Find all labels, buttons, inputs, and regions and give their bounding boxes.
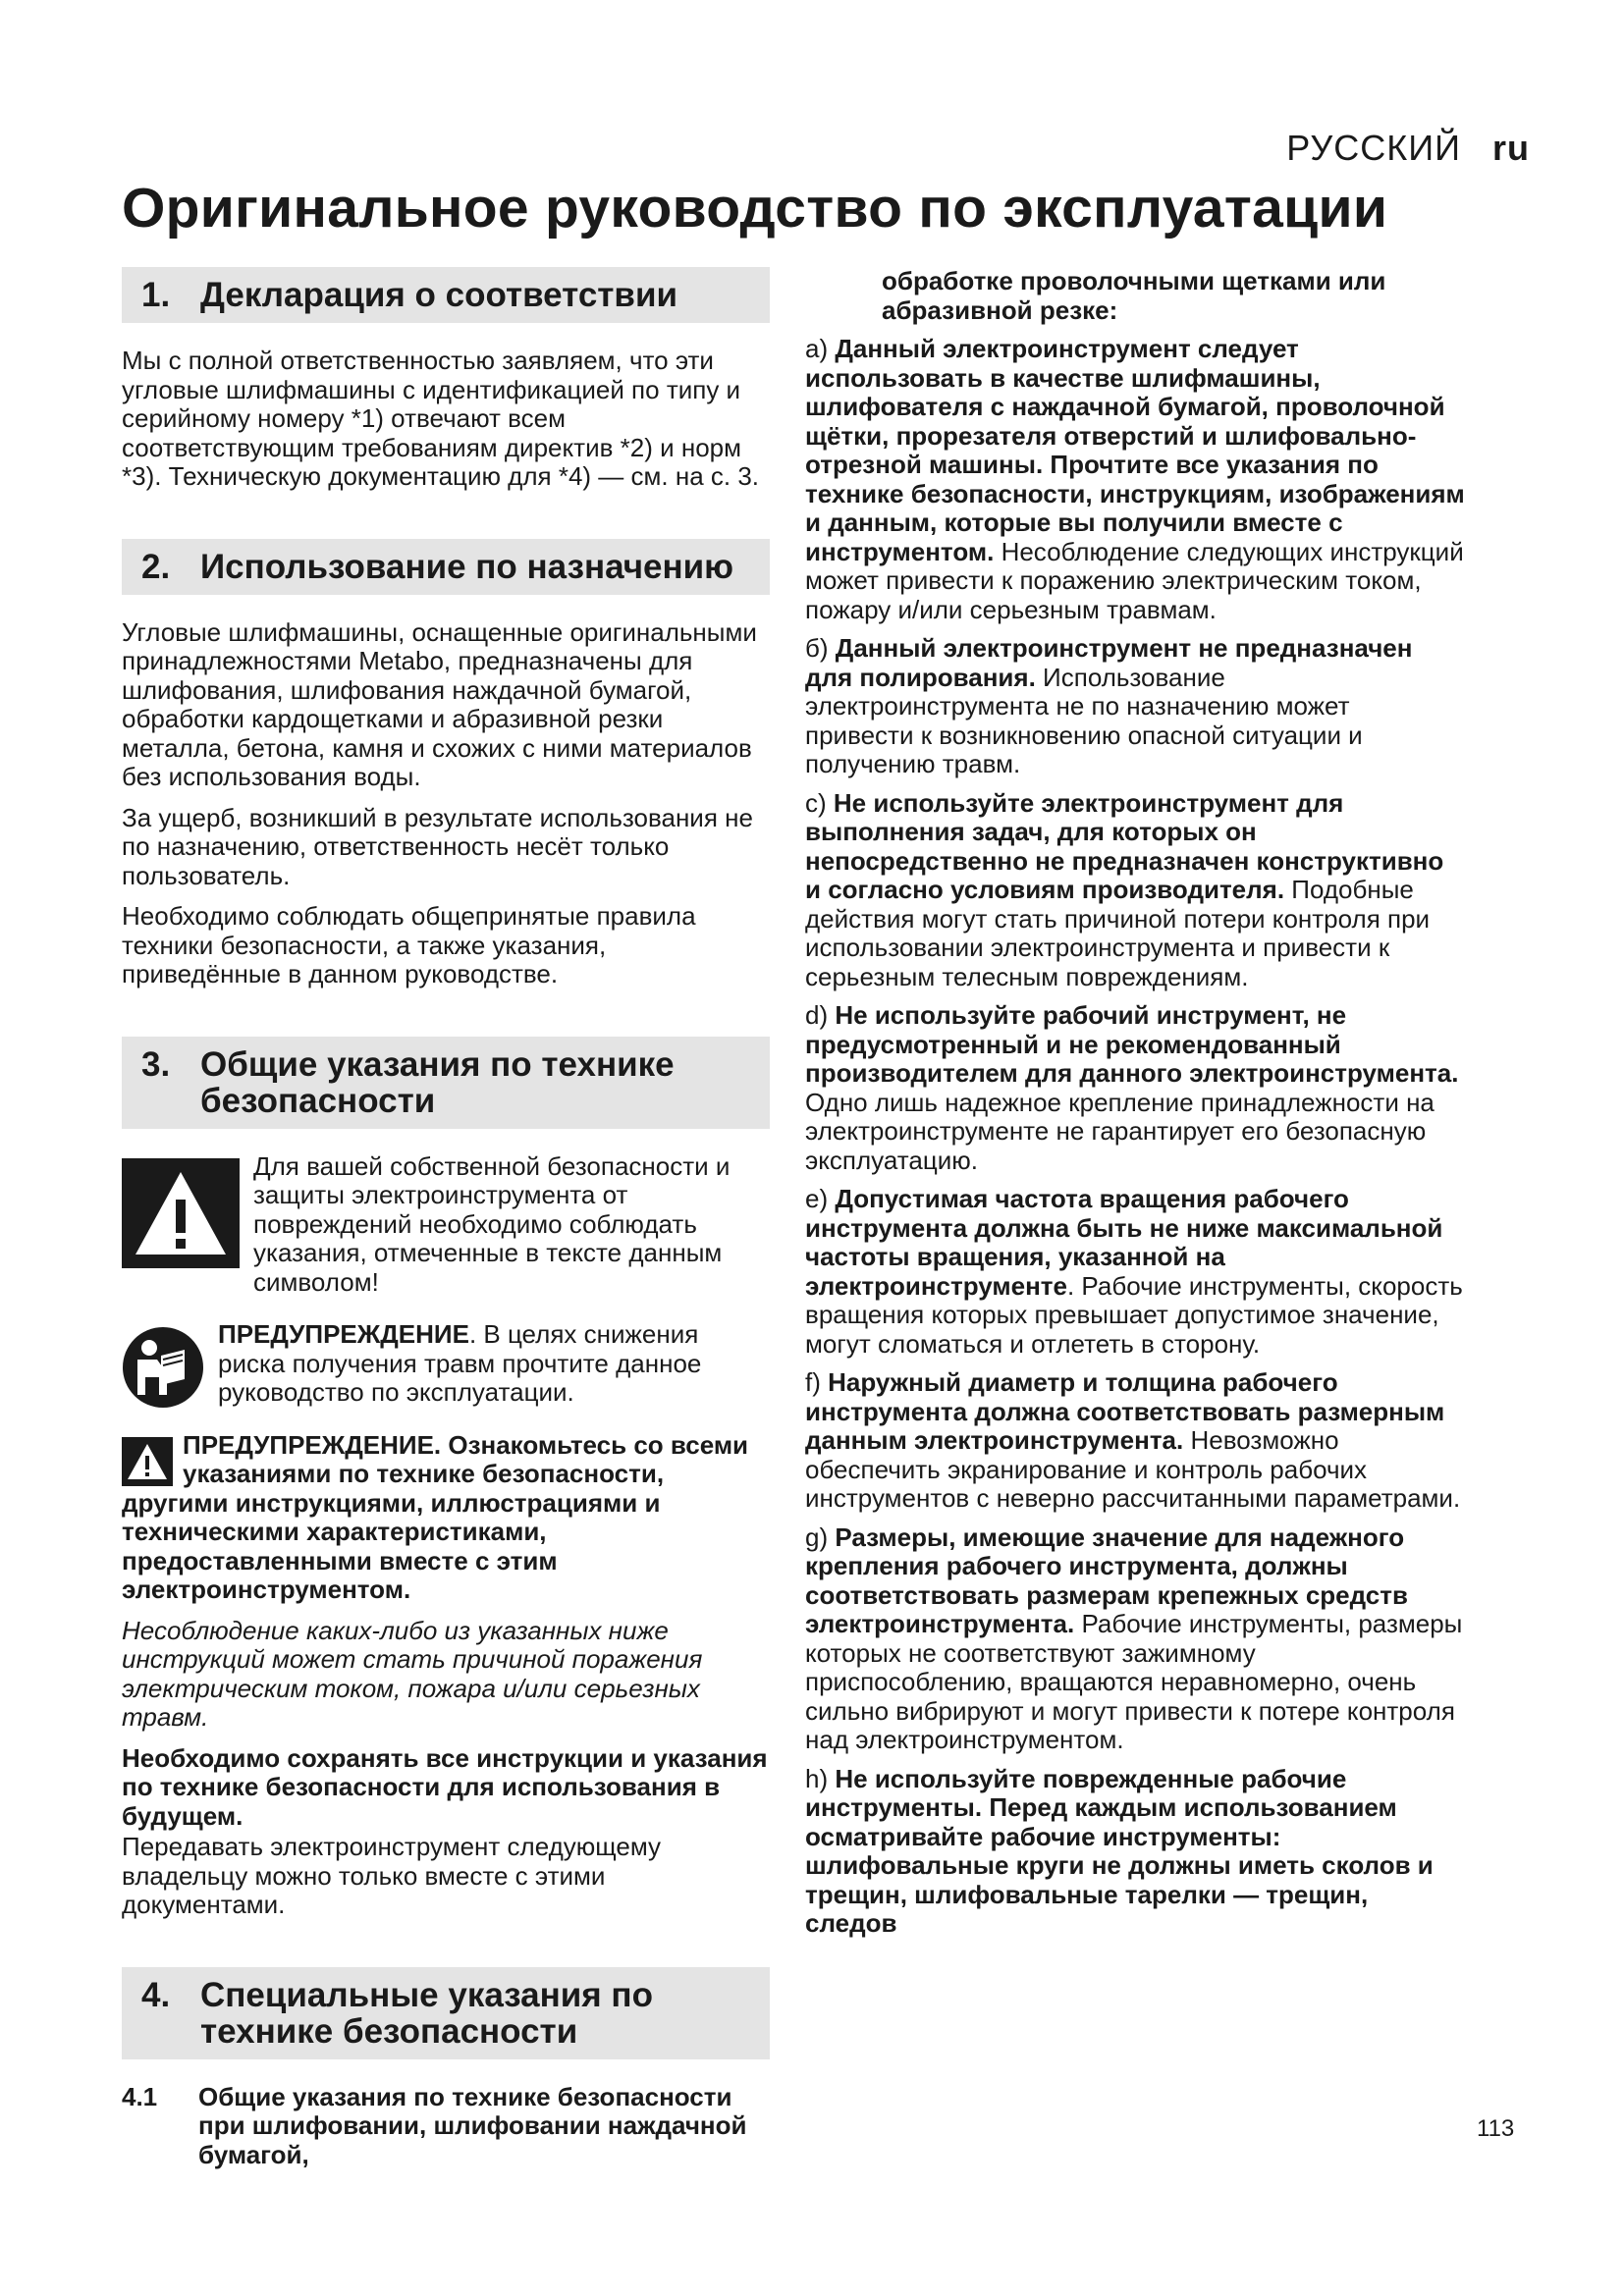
warning-triangle-icon bbox=[122, 1158, 240, 1268]
section-number: 1. bbox=[141, 276, 171, 314]
symbol-note-text: Для вашей собственной безопасности и защиты электроинструмента от повреждений необходимо соблюдать указания, отмеченные в тексте данным символом! bbox=[253, 1150, 731, 1297]
section-number: 2. bbox=[141, 547, 171, 586]
item-letter: d) bbox=[805, 1000, 829, 1030]
item-text: Одно лишь надежное крепление принадлежности на электроинструменте не гарантирует его безопасную эксплуатацию. bbox=[805, 1087, 1435, 1175]
general-warning-block bbox=[122, 1431, 770, 1920]
safety-item bbox=[805, 1765, 1465, 1939]
subsection-title-continued: обработке проволочными щетками или абразивной резке: bbox=[882, 266, 1386, 325]
safety-item bbox=[805, 335, 1465, 624]
item-bold-text: Данный электроинструмент следует использовать в качестве шлифмашины, шлифователя с наждачной бумагой, проволочной щётки, прорезателя отверстий и шлифовально-отрезной машины. Прочтите все указания по технике безопасности, инструкциям, изображениям и данным, которые вы получили вместе с инструментом. bbox=[805, 334, 1465, 566]
item-letter: f) bbox=[805, 1367, 821, 1397]
liability-text: За ущерб, возникший в результате использования не по назначению, ответственность несёт только пользователь. bbox=[122, 802, 753, 890]
intended-use-text: Угловые шлифмашины, оснащенные оригинальными принадлежностями Metabo, предназначены для шлифования, шлифования наждачной бумагой, обработки кардощетками и абразивной резки металла, бетона, камня и схожих с ними материалов без использования воды. bbox=[122, 616, 757, 791]
page-number: 113 bbox=[1477, 2115, 1515, 2142]
section-4-heading bbox=[122, 1967, 770, 2059]
general-warning-text: ПРЕДУПРЕЖДЕНИЕ. Ознакомьтесь со всеми указаниями по технике безопасности, другими инструкциями, иллюстрациями и техническими характеристиками, предоставленными вместе с этим электроинструментом. bbox=[122, 1429, 749, 1604]
item-letter: e) bbox=[805, 1184, 829, 1213]
subsection-4-1-heading bbox=[122, 2083, 770, 2170]
read-manual-warning bbox=[122, 1320, 770, 1408]
declaration-text: Мы с полной ответственностью заявляем, что эти угловые шлифмашины с идентификацией по типу и серийному номеру *1) отвечают всем соответствующим требованиям директив *2) и норм *3). Техническую документацию для *4) — см. на с. 3. bbox=[122, 346, 760, 491]
language-name: РУССКИЙ bbox=[1286, 128, 1461, 168]
section-title: Декларация о соответствии bbox=[200, 276, 677, 314]
left-column bbox=[122, 267, 770, 2169]
read-manual-icon bbox=[122, 1326, 204, 1409]
item-letter: g) bbox=[805, 1522, 829, 1552]
safety-item bbox=[805, 634, 1465, 779]
subsection-number: 4.1 bbox=[122, 2081, 158, 2111]
section-1-heading bbox=[122, 267, 770, 323]
item-bold-text: Размеры, имеющие значение для надежного крепления рабочего инструмента, должны соответствовать размерам крепежных средств электроинструмента. bbox=[805, 1522, 1408, 1638]
item-letter: c) bbox=[805, 787, 827, 818]
rules-text: Необходимо соблюдать общепринятые правила техники безопасности, а также указания, приведённые в данном руководстве. bbox=[122, 901, 696, 988]
section-title: Использование по назначению bbox=[200, 547, 734, 586]
language-code: ru bbox=[1492, 128, 1530, 168]
item-letter: h) bbox=[805, 1763, 829, 1793]
safety-item bbox=[805, 1001, 1465, 1175]
section-title: Специальные указания по технике безопасности bbox=[200, 1975, 653, 2051]
language-header bbox=[1286, 128, 1530, 169]
item-text: Использование электроинструмента не по назначению может привести к возникновению опасной ситуации и получению травм. bbox=[805, 662, 1363, 778]
safety-item bbox=[805, 1523, 1465, 1755]
subsection-title: Общие указания по технике безопасности при шлифовании, шлифовании наждачной бумагой, bbox=[198, 2081, 747, 2169]
item-text: . Рабочие инструменты, скорость вращения которых превышает допустимое значение, могут сломаться и отлететь в сторону. bbox=[805, 1270, 1463, 1359]
symbol-note-block bbox=[122, 1152, 770, 1309]
item-bold-text: Не используйте электроинструмент для выполнения задач, для которых он непосредственно не предназначен конструктивно и согласно условиям производителя. bbox=[805, 787, 1444, 904]
item-bold-text: Не используйте поврежденные рабочие инструменты. Перед каждым использованием осматривайте рабочие инструменты: шлифовальные круги не должны иметь сколов и трещин, шлифовальные тарелки — трещин, следов bbox=[805, 1763, 1434, 1938]
section-number: 4. bbox=[141, 1975, 171, 2014]
safety-item bbox=[805, 789, 1465, 992]
right-column bbox=[805, 267, 1465, 1949]
safety-item bbox=[805, 1185, 1465, 1359]
warning-triangle-small-icon bbox=[122, 1437, 173, 1486]
item-letter: a) bbox=[805, 334, 829, 363]
consequence-text: Несоблюдение каких-либо из указанных ниже инструкций может стать причиной поражения электрическим током, пожара и/или серьезных травм. bbox=[122, 1615, 703, 1732]
document-title: Оригинальное руководство по эксплуатации bbox=[122, 177, 1388, 240]
read-manual-block bbox=[122, 1320, 770, 1419]
item-bold-text: Не используйте рабочий инструмент, не предусмотренный и не рекомендованный производителем для данного электроинструмента. bbox=[805, 1000, 1459, 1088]
item-bold-text: Наружный диаметр и толщина рабочего инструмента должна соответствовать размерным данным электроинструмента. bbox=[805, 1367, 1445, 1455]
item-text: Несоблюдение следующих инструкций может привести к поражению электрическим током, пожару и/или серьезным травмам. bbox=[805, 536, 1464, 624]
pass-on-text: Передавать электроинструмент следующему владельцу можно только вместе с этими документами. bbox=[122, 1832, 661, 1919]
safety-items-list bbox=[805, 335, 1465, 1939]
item-letter: б) bbox=[805, 633, 829, 663]
warning-label: ПРЕДУПРЕЖДЕНИЕ bbox=[218, 1319, 469, 1349]
keep-instructions-text: Необходимо сохранять все инструкции и указания по технике безопасности для использования в будущем. bbox=[122, 1742, 768, 1831]
warning-text: . В целях снижения риска получения травм прочтите данное руководство по эксплуатации. bbox=[218, 1319, 702, 1407]
item-bold-text: Допустимая частота вращения рабочего инструмента должна быть не ниже максимальной частоты вращения, указанной на электроинструменте bbox=[805, 1184, 1443, 1301]
section-2-heading bbox=[122, 539, 770, 595]
section-3-heading bbox=[122, 1037, 770, 1129]
section-number: 3. bbox=[141, 1044, 171, 1084]
safety-item bbox=[805, 1368, 1465, 1514]
item-text: Невозможно обеспечить экранирование и контроль рабочих инструментов с неверно рассчитанными параметрами. bbox=[805, 1425, 1461, 1513]
section-title: Общие указания по технике безопасности bbox=[200, 1044, 675, 1120]
item-bold-text: Данный электроинструмент не предназначен для полирования. bbox=[805, 633, 1413, 692]
item-text: Подобные действия могут стать причиной потери контроля при использовании электроинструмента и привести к серьезным телесным повреждениям. bbox=[805, 875, 1431, 991]
item-text: Рабочие инструменты, размеры которых не соответствуют зажимному приспособлению, вращаются неравномерно, очень сильно вибрируют и могут привести к потере контроля над электроинструментом. bbox=[805, 1609, 1463, 1754]
